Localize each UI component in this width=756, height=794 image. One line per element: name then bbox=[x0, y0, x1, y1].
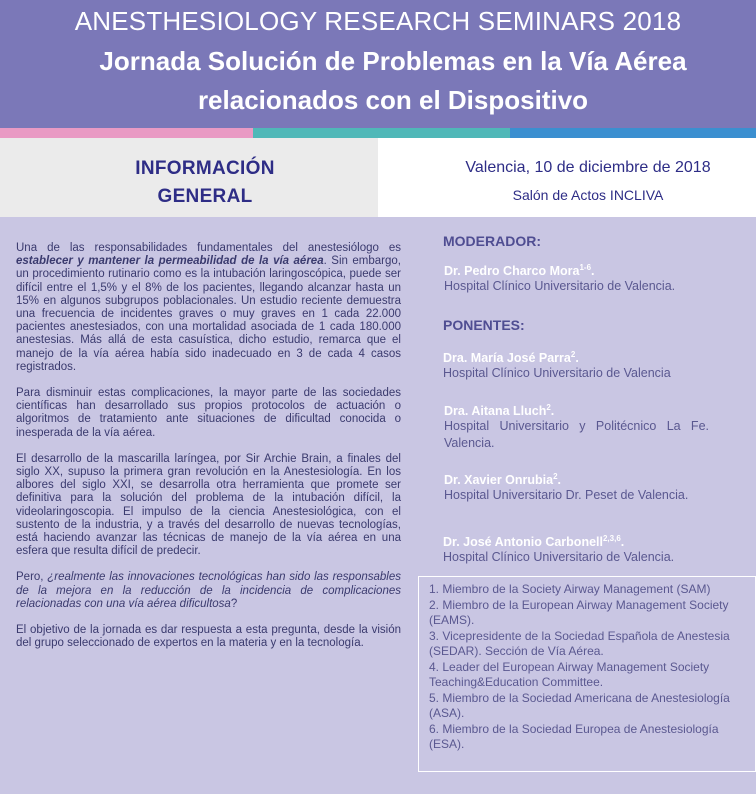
speaker-entry bbox=[444, 472, 709, 504]
intro-paragraph-4: Pero, ¿realmente las innovaciones tecnológicas han sido las responsables de la mejora en la reducción de la incidencia de complicaciones relacionadas con una vía aérea dificultosa? bbox=[16, 571, 401, 610]
speaker-affiliation: Hospital Clínico Universitario de Valencia bbox=[443, 366, 671, 381]
speaker-name: Dra. Aitana Lluch$^2$. bbox=[444, 403, 555, 419]
note-item: 2. Miembro de la European Airway Management Society (EAMS). bbox=[429, 597, 729, 627]
moderator-entry bbox=[444, 263, 709, 295]
note-item: 6. Miembro de la Sociedad Europea de Anestesiología (ESA). bbox=[429, 721, 719, 751]
general-info-title: INFORMACIÓN GENERAL bbox=[135, 158, 275, 207]
speaker-entry bbox=[443, 350, 708, 382]
event-date: Valencia, 10 de diciembre de 2018 bbox=[465, 159, 711, 176]
speaker-entry bbox=[444, 403, 709, 452]
stripe-blue bbox=[510, 128, 756, 138]
stripe-pink bbox=[0, 128, 253, 138]
speaker-name: Dra. María José Parra$^2$. bbox=[443, 350, 579, 366]
intro-paragraph-2: Para disminuir estas complicaciones, la mayor parte de las sociedades científicas han desarrollado sus propios protocolos de actuación o algoritmos de tratamiento ante situaciones de dificultad conocida o inesperada de la vía aérea. bbox=[16, 387, 401, 439]
note-item: 5. Miembro de la Sociedad Americana de Anestesiología (ASA). bbox=[429, 690, 730, 720]
intro-paragraph-1: Una de las responsabilidades fundamentales del anestesiólogo es establecer y mantener la permeabilidad de la vía aérea. Sin embargo, un procedimiento rutinario como es la intubación laringoscópica, puede ser difícil entre el 1,5% y el 8% de los pacientes, llegando alcanzar hasta un 15% en algunos subgrupos poblacionales. Un estudio reciente demuestra una frecuencia de incidentes graves o muy graves en 1 cada 22.000 pacientes anestesiados, con una mortalidad asociada de 1 cada 180.000 anestesias. Más allá de esta casuística, dicho estudio, remarca que el manejo de la vía aérea había sido inadecuado en 3 de cada 4 casos registrados. bbox=[16, 242, 401, 373]
note-item: 4. Leader del European Airway Management Society Teaching&Education Committee. bbox=[429, 659, 710, 689]
speaker-affiliation: Hospital Universitario Dr. Peset de Valencia. bbox=[444, 488, 689, 503]
seminar-series-title: ANESTHESIOLOGY RESEARCH SEMINARS 2018 bbox=[74, 6, 682, 36]
moderator-affiliation: Hospital Clínico Universitario de Valencia. bbox=[444, 279, 676, 294]
speaker-entry bbox=[443, 534, 718, 566]
intro-paragraph-5: El objetivo de la jornada es dar respuesta a esta pregunta, desde la visión del grupo seleccionado de expertos en la materia y en la tecnología. bbox=[16, 624, 401, 650]
moderator-heading: MODERADOR: bbox=[443, 233, 541, 249]
note-item: 3. Vicepresidente de la Sociedad Española de Anestesia (SEDAR). Sección de Vía Aérea. bbox=[429, 628, 730, 658]
general-info-box bbox=[0, 138, 378, 217]
event-title-line1: Jornada Solución de Problemas en la Vía Aérea bbox=[99, 46, 687, 76]
location-box bbox=[378, 138, 756, 217]
event-title-line2: relacionados con el Dispositivo bbox=[197, 85, 589, 115]
intro-paragraph-3: El desarrollo de la mascarilla laríngea, por Sir Archie Brain, a finales del siglo XX, supuso la primera gran revolución en la Anestesiología. En los albores del siglo XXI, se desarrolla otra herramienta que promete ser definitiva para la solución del problema de la intubación difícil, la videolaringoscopia. El impulso de la ciencia Anestesiológica, con el sustento de la industria, y a través del desarrollo de nuevas tecnologías, está haciendo avanzar las técnicas de manejo de la vía aérea en una esfera que resulta difícil de predecir. bbox=[16, 452, 401, 558]
event-venue: Salón de Actos INCLIVA bbox=[512, 187, 664, 203]
header-banner bbox=[0, 0, 756, 128]
speaker-name: Dr. José Antonio Carbonell$^{2,3,6}$. bbox=[443, 534, 625, 550]
speaker-affiliation: Hospital Universitario y Politécnico La Fe. Valencia. bbox=[444, 419, 709, 451]
intro-text bbox=[16, 242, 401, 663]
speaker-affiliation: Hospital Clínico Universitario de Valencia. bbox=[443, 550, 675, 565]
affiliation-notes bbox=[418, 576, 756, 772]
moderator-name: Dr. Pedro Charco Mora$^{1-6}$. bbox=[444, 263, 595, 279]
speaker-name: Dr. Xavier Onrubia$^2$. bbox=[444, 472, 562, 488]
note-item: 1. Miembro de la Society Airway Management (SAM) bbox=[429, 582, 711, 596]
speakers-heading: PONENTES: bbox=[443, 317, 525, 333]
stripe-teal bbox=[253, 128, 510, 138]
